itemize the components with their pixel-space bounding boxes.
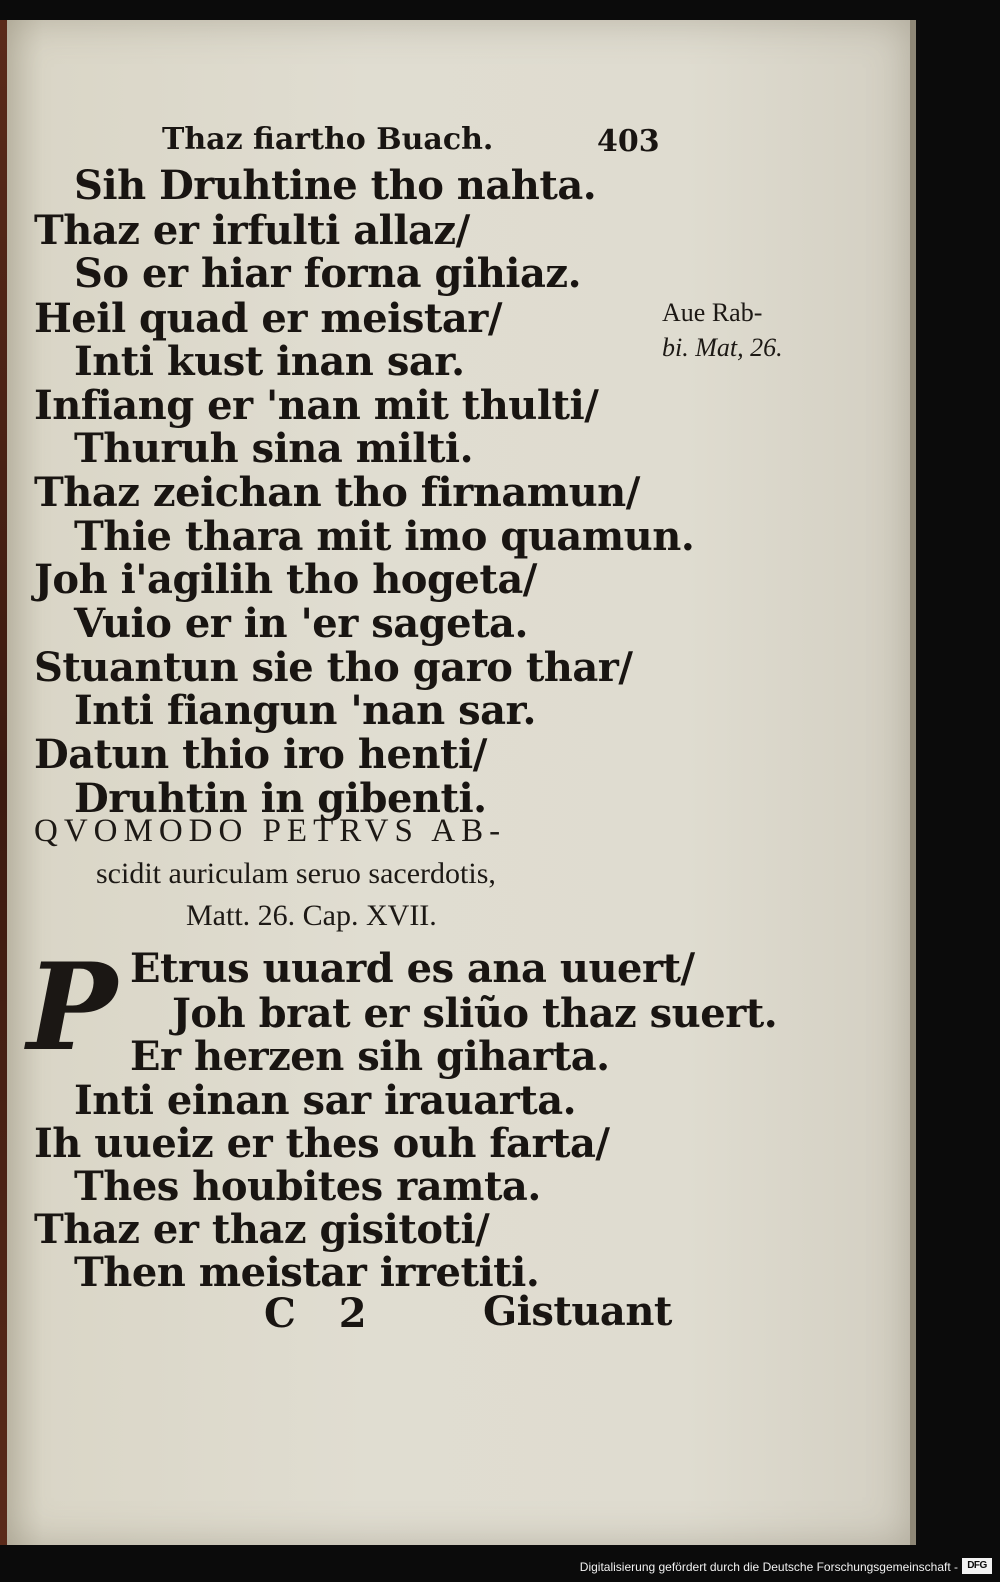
verse-line: Joh brat er sliũo thaz suert. [172, 990, 778, 1037]
verse-line: Sih Druhtine tho nahta. [74, 162, 597, 209]
chapter-heading: scidit auriculam seruo sacerdotis, [96, 857, 496, 890]
verse-line: Vuio er in 'er sageta. [74, 600, 528, 647]
verse-line: Thie thara mit imo quamun. [74, 513, 695, 560]
page-edge [910, 20, 916, 1545]
verse-line: Thes houbites ramta. [74, 1163, 541, 1210]
verse-line: Thuruh sina milti. [74, 425, 474, 472]
verse-line: Stuantun sie tho garo thar/ [34, 644, 633, 691]
verse-line: Thaz zeichan tho firnamun/ [34, 469, 640, 516]
verse-line: Inti fiangun 'nan sar. [74, 687, 536, 734]
verse-line: Etrus uuard es ana uuert/ [130, 945, 695, 992]
verse-line: Thaz er thaz gisitoti/ [34, 1206, 490, 1253]
verse-line: Heil quad er meistar/ [34, 295, 502, 342]
verse-line: Druhtin in gibenti. [74, 775, 487, 822]
chapter-heading: Matt. 26. Cap. XVII. [186, 899, 437, 932]
verse-line: Thaz er irfulti allaz/ [34, 207, 470, 254]
verse-line: Then meistar irretiti. [74, 1249, 540, 1296]
verse-line: Joh i'agilih tho hogeta/ [34, 556, 537, 603]
verse-line: Er herzen sih giharta. [130, 1033, 610, 1080]
verse-line: Datun thio iro henti/ [34, 731, 487, 778]
catchword: Gistuant [483, 1288, 672, 1335]
running-title: Thaz fiartho Buach. [162, 122, 494, 157]
page-number: 403 [597, 124, 660, 159]
verse-line: Infiang er 'nan mit thulti/ [34, 382, 599, 429]
chapter-heading: QVOMODO PETRVS AB- [34, 813, 507, 849]
drop-cap: P [26, 937, 118, 1078]
dfg-logo: DFG [962, 1558, 992, 1574]
margin-note: Aue Rab- [662, 298, 763, 327]
verse-line: Inti kust inan sar. [74, 338, 465, 385]
signature-mark: C 2 [264, 1290, 367, 1337]
verse-line: So er hiar forna gihiaz. [74, 250, 582, 297]
margin-note: bi. Mat, 26. [662, 333, 783, 362]
verse-line: Inti einan sar irauarta. [74, 1077, 577, 1124]
verse-line: Ih uueiz er thes ouh farta/ [34, 1120, 610, 1167]
digitization-credit: Digitalisierung gefördert durch die Deutsche Forschungsgemeinschaft - [579, 1560, 958, 1574]
